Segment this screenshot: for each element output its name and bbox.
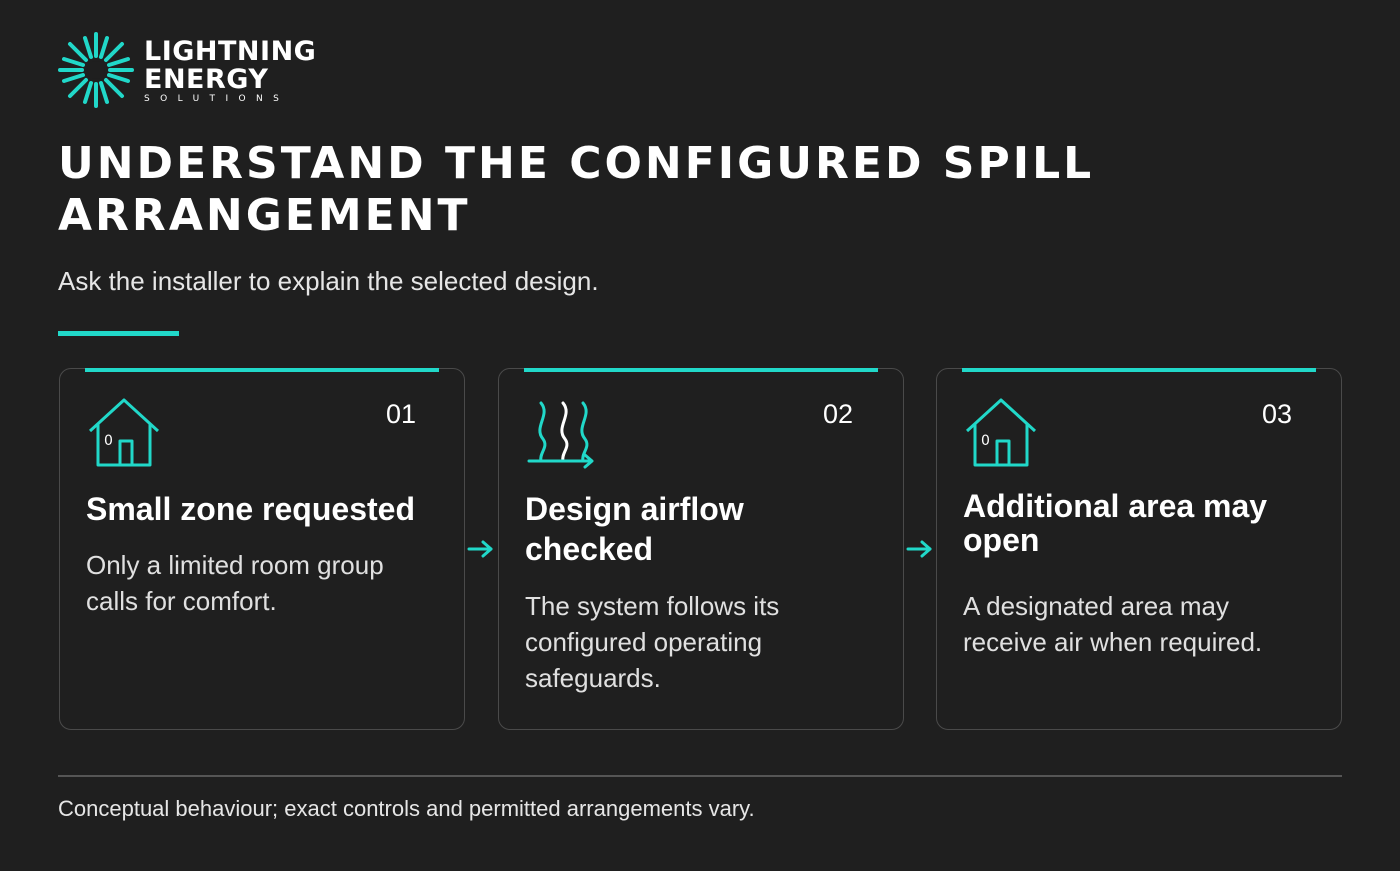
step-description: A designated area may receive air when required. — [963, 591, 1263, 657]
step-number: 02 — [823, 399, 854, 429]
card-accent-line — [85, 368, 439, 372]
svg-text:0: 0 — [981, 433, 990, 449]
house-icon — [963, 397, 1039, 469]
step-title: Additional area may open — [963, 488, 1268, 558]
brand-line-1: LIGHTNING — [144, 36, 317, 67]
step-number: 01 — [386, 399, 417, 429]
svg-text:0: 0 — [104, 433, 113, 449]
page-title: UNDERSTAND THE CONFIGURED SPILL ARRANGEMENT — [58, 138, 1095, 241]
step-title: Design airflow checked — [525, 491, 744, 567]
step-description: The system follows its configured operating safeguards. — [525, 591, 780, 693]
step-card-3 — [936, 368, 1342, 730]
card-accent-line — [524, 368, 878, 372]
step-card-1 — [59, 368, 465, 730]
footnote: Conceptual behaviour; exact controls and permitted arrangements vary. — [58, 796, 755, 821]
arrow-right-icon — [905, 538, 935, 560]
accent-bar — [58, 331, 179, 336]
brand-line-3: SOLUTIONS — [144, 94, 290, 104]
brand-line-2: ENERGY — [144, 64, 269, 95]
sunburst-icon — [58, 32, 134, 108]
step-description: Only a limited room group calls for comfort. — [86, 550, 384, 616]
footer-divider — [58, 775, 1342, 777]
arrow-right-icon — [466, 538, 496, 560]
step-card-2 — [498, 368, 904, 730]
brand-logo — [58, 32, 348, 108]
airflow-icon — [525, 397, 601, 469]
card-accent-line — [962, 368, 1316, 372]
page-subtitle: Ask the installer to explain the selected design. — [58, 266, 599, 296]
step-number: 03 — [1262, 399, 1293, 429]
step-title: Small zone requested — [86, 491, 415, 527]
house-icon — [86, 397, 162, 469]
